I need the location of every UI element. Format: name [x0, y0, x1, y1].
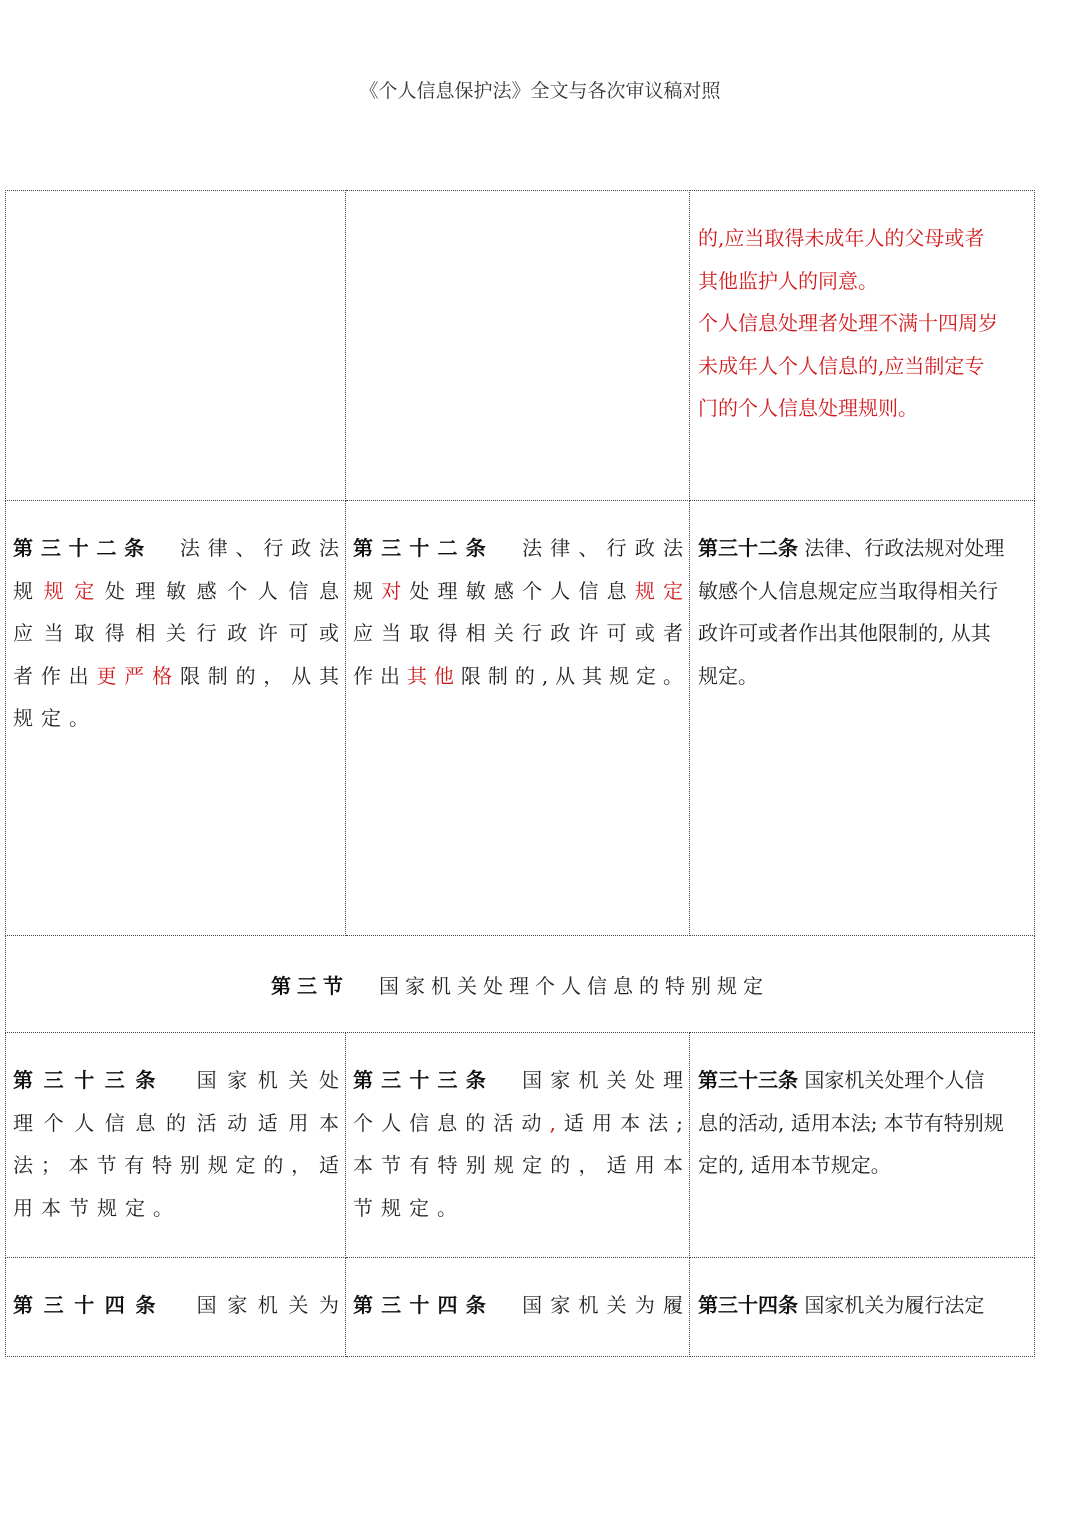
text-line	[698, 570, 1028, 613]
text-line	[13, 527, 339, 570]
article-text: 国家机关为	[166, 1293, 339, 1317]
section-heading-row	[6, 936, 1035, 1033]
draft-column-cell	[6, 191, 346, 501]
article-text: 节规定。	[353, 1195, 465, 1220]
article-number: 第三十四条	[353, 1293, 494, 1317]
article-text: 国家机关处理	[493, 1068, 683, 1092]
revised-text: 门的个人信息处理规则。	[698, 396, 918, 420]
table-row	[6, 501, 1035, 936]
text-line	[698, 387, 1028, 430]
revised-text: ,	[549, 1110, 556, 1135]
section-title: 国家机关处理个人信息的特别规定	[379, 973, 769, 998]
article-text: 国家机关处理个人信	[798, 1068, 985, 1092]
comparison-table	[5, 190, 1035, 1357]
revised-text: 个人信息处理者处理不满十四周岁	[698, 311, 998, 335]
article-text: 规	[353, 578, 382, 603]
article-text: 规定。	[13, 706, 97, 730]
article-number: 第三十四条	[13, 1293, 166, 1317]
article-text: 用本节规定。	[13, 1195, 181, 1220]
text-line	[698, 1059, 1028, 1102]
text-line	[353, 1284, 683, 1327]
text-line	[353, 655, 683, 698]
article-text: 法律、行政法规对处理	[798, 536, 1005, 560]
text-line	[698, 345, 1028, 388]
draft-column-cell	[6, 1258, 346, 1357]
revised-text: 规定	[634, 578, 683, 603]
article-text: 个人信息的活动	[353, 1110, 550, 1135]
article-text: 国家机关为履	[493, 1293, 683, 1317]
article-text: 息的活动, 适用本法; 本节有特别规	[698, 1110, 1004, 1135]
final-law-column-cell	[690, 501, 1035, 936]
article-text: 处理敏感个人信息	[409, 578, 635, 603]
final-law-column-cell	[690, 1033, 1035, 1258]
article-number: 第三十三条	[353, 1068, 494, 1092]
article-number: 第三十三条	[13, 1068, 166, 1092]
article-text: 限制的，从其	[179, 663, 339, 688]
text-line	[698, 260, 1028, 303]
article-text: 者作出	[13, 663, 97, 688]
article-text: 敏感个人信息规定应当取得相关行	[698, 578, 998, 603]
text-line	[13, 1144, 339, 1187]
text-line	[13, 1102, 339, 1145]
text-line	[13, 655, 339, 698]
second-draft-column-cell	[346, 191, 690, 501]
text-line	[13, 1187, 339, 1230]
second-draft-column-cell	[346, 1258, 690, 1357]
article-text: 理个人信息的活动适用本	[13, 1110, 339, 1135]
section-label: 第三节	[271, 973, 349, 998]
text-line	[698, 1144, 1028, 1187]
article-text: 适用本法;	[555, 1110, 683, 1135]
table-row	[6, 191, 1035, 501]
table-row	[6, 1258, 1035, 1357]
text-line	[698, 1284, 1028, 1327]
revised-text: 未成年人个人信息的,应当制定专	[698, 353, 985, 378]
revised-text: 规定	[43, 578, 105, 603]
article-text: 规	[13, 578, 44, 603]
revised-text: 其他监护人的同意。	[698, 268, 878, 293]
revised-text: 的,应当取得未成年人的父母或者	[698, 226, 985, 250]
text-line	[353, 570, 683, 613]
article-text: 限制的,从其规定。	[460, 663, 683, 688]
text-line	[353, 1187, 683, 1230]
text-line	[353, 1102, 683, 1145]
text-line	[353, 1059, 683, 1102]
text-line	[353, 1144, 683, 1187]
final-law-column-cell	[690, 1258, 1035, 1357]
article-text: 法；本节有特别规定的，适	[13, 1153, 339, 1177]
text-line	[698, 655, 1028, 698]
article-text: 作出	[353, 663, 407, 688]
draft-column-cell	[6, 501, 346, 936]
text-line	[13, 1059, 339, 1102]
text-line	[698, 527, 1028, 570]
article-text: 法律、行政法	[493, 536, 683, 560]
article-text: 国家机关为履行法定	[798, 1293, 985, 1317]
second-draft-column-cell	[346, 1033, 690, 1258]
article-text: 定的, 适用本节规定。	[698, 1153, 891, 1177]
final-law-column-cell	[690, 191, 1035, 501]
article-number: 第三十二条	[698, 536, 798, 560]
revised-text: 其他	[406, 663, 461, 688]
text-line	[698, 612, 1028, 655]
section-heading	[6, 936, 1035, 1033]
revised-text: 对	[381, 578, 410, 603]
article-text: 规定。	[698, 663, 758, 688]
article-text: 法律、行政法	[152, 536, 339, 560]
article-text: 处理敏感个人信息	[104, 578, 339, 603]
text-line	[353, 527, 683, 570]
article-text: 国家机关处	[166, 1068, 339, 1092]
article-text: 政许可或者作出其他限制的, 从其	[698, 621, 991, 645]
second-draft-column-cell	[346, 501, 690, 936]
article-text: 本节有特别规定的，适用本	[353, 1153, 683, 1177]
text-line	[698, 302, 1028, 345]
table-row	[6, 1033, 1035, 1258]
text-line	[698, 1102, 1028, 1145]
revised-text: 更严格	[96, 663, 180, 688]
article-text: 应当取得相关行政许可或	[13, 621, 339, 645]
text-line	[13, 1284, 339, 1327]
article-number: 第三十三条	[698, 1068, 798, 1092]
text-line	[353, 612, 683, 655]
article-number: 第三十二条	[13, 536, 153, 560]
text-line	[13, 612, 339, 655]
text-line	[698, 217, 1028, 260]
article-text: 应当取得相关行政许可或者	[353, 621, 683, 645]
document-title: 《个人信息保护法》全文与各次审议稿对照	[359, 80, 721, 102]
article-number: 第三十二条	[353, 536, 494, 560]
text-line	[13, 697, 339, 740]
article-number: 第三十四条	[698, 1293, 798, 1317]
draft-column-cell	[6, 1033, 346, 1258]
text-line	[13, 570, 339, 613]
